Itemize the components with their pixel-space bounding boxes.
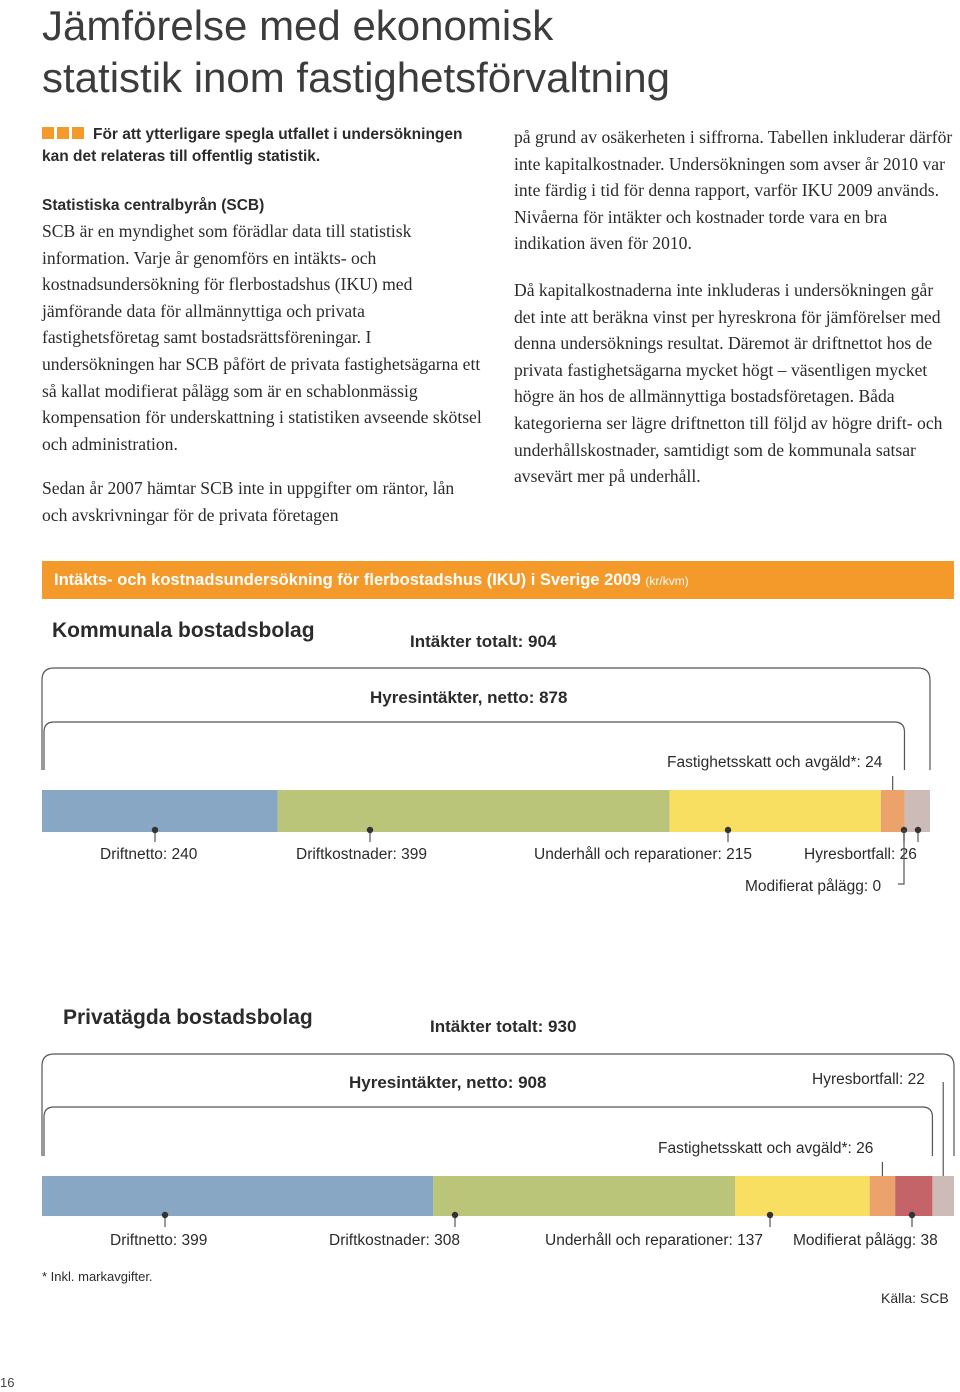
chart1-modifierat-connector [898, 830, 904, 884]
body-paragraph-1: SCB är en myndighet som förädlar data till statistisk information. Varje år genomförs en intäkts- och kostnadsundersökning för flerbostadshus (IKU) med jämförande data för allmännyttiga och privata fastighetsföretag samt bostadsrättsföreningar. I undersökningen har SCB påfört de privata fastighetsägarna ett så kallat modifierat pålägg som är en schablonmässig kompensation för underskattning i statistiken avseende skötsel och administration. [42, 221, 482, 454]
chart2-pin-dot-4 [909, 1212, 915, 1218]
chart1-label-modifierat: Modifierat pålägg: 0 [745, 878, 882, 895]
chart1-total-label: Intäkter totalt: 904 [410, 632, 557, 651]
chart2-bar-driftnetto [42, 1176, 433, 1216]
chart2-bar-driftkostnader [433, 1176, 735, 1216]
chart2-total-brace [42, 1054, 954, 1156]
chart2-label-driftnetto: Driftnetto: 399 [110, 1232, 208, 1249]
source-note: Källa: SCB [881, 1290, 949, 1306]
lead-text: För att ytterligare spegla utfallet i undersökningen kan det relateras till offentlig statistik. [42, 126, 463, 165]
chart1-pin-dot-0 [152, 827, 158, 833]
chart2-bar-underhåll-och-reparationer [735, 1176, 869, 1216]
chart2-pin-dot-1 [452, 1212, 458, 1218]
chart1-pin-dot-5 [915, 827, 921, 833]
chart2-bar-hyresbortfall [932, 1176, 954, 1216]
chart1-label-driftnetto: Driftnetto: 240 [100, 846, 198, 863]
chart2-net-rent-label: Hyresintäkter, netto: 908 [349, 1073, 547, 1092]
chart2-pin-dot-0 [162, 1212, 168, 1218]
chart1-bar-driftkostnader [278, 790, 670, 832]
chart2-label-underhall: Underhåll och reparationer: 137 [545, 1232, 763, 1249]
chart1-bar-fastighetsskatt-och-avgäld- [881, 790, 905, 832]
section-subheading: Statistiska centralbyrån (SCB) [42, 197, 265, 214]
chart2-label-tax: Fastighetsskatt och avgäld*: 26 [658, 1140, 874, 1157]
chart1-net-rent-label: Hyresintäkter, netto: 878 [370, 688, 568, 707]
chart1-total-brace [42, 668, 930, 770]
chart2-total-label: Intäkter totalt: 930 [430, 1017, 577, 1036]
body-paragraph-4: Då kapitalkostnaderna inte inkluderas i undersökningen går det inte att beräkna vinst per hyreskrona för jämförelser med denna undersöknings resultat. Däremot är driftnettot hos de privata fastighetsägarna mycket högt – väsentligen mycket högre än hos de allmännyttiga bostadsföretagen. Båda kategorierna ser lägre driftnetton till följd av högre drift- och underhållskostnader, samtidigt som de kommunala satsar avsevärt mer på underhåll. [514, 279, 943, 487]
chart2-net-rent-brace [44, 1107, 932, 1156]
chart1-pin-dot-2 [725, 827, 731, 833]
chart2-label-modifierat: Modifierat pålägg: 38 [793, 1232, 938, 1249]
footnote: * Inkl. markavgifter. [42, 1269, 153, 1284]
chart1-title: Kommunala bostadsbolag [52, 619, 315, 642]
chart2-bar-modifierat-pålägg [895, 1176, 932, 1216]
body-paragraph-2: Sedan år 2007 hämtar SCB inte in uppgifter om räntor, lån och avskrivningar för de privata företagen [42, 478, 455, 525]
chart1-label-driftkostnader: Driftkostnader: 399 [296, 846, 427, 863]
chart1-pin-dot-1 [367, 827, 373, 833]
chart2-label-hyresbortfall: Hyresbortfall: 22 [812, 1071, 925, 1088]
page-number: 16 [0, 1375, 15, 1390]
chart2-bar-fastighetsskatt-och-avgäld- [870, 1176, 895, 1216]
chart1-label-hyresbortfall: Hyresbortfall: 26 [804, 846, 917, 863]
chart-banner-title: Intäkts- och kostnadsundersökning för flerbostadshus (IKU) i Sverige 2009 [54, 571, 641, 589]
page-title-line-2: statistik inom fastighetsförvaltning [42, 54, 670, 101]
chart1-label-underhall: Underhåll och reparationer: 215 [534, 846, 752, 863]
chart-banner-unit: (kr/kvm) [645, 574, 689, 588]
chart1-bar-hyresbortfall [904, 790, 930, 832]
chart2-title: Privatägda bostadsbolag [63, 1006, 313, 1029]
body-paragraph-3: på grund av osäkerheten i siffrorna. Tabellen inkluderar därför inte kapitalkostnader. Undersökningen som avser år 2010 var inte färdig i tid för denna rapport, varför IKU 2009 används. Nivåerna för intäkter och kostnader torde vara en bra indikation även för 2010. [514, 127, 953, 254]
chart2-label-driftkostnader: Driftkostnader: 308 [329, 1232, 460, 1249]
page-title-line-1: Jämförelse med ekonomisk [42, 2, 554, 49]
chart2-pin-dot-2 [767, 1212, 773, 1218]
chart1-bar-driftnetto [42, 790, 278, 832]
chart1-label-tax: Fastighetsskatt och avgäld*: 24 [667, 754, 883, 771]
chart1-net-rent-brace [44, 722, 904, 770]
chart1-bar-underhåll-och-reparationer [670, 790, 881, 832]
